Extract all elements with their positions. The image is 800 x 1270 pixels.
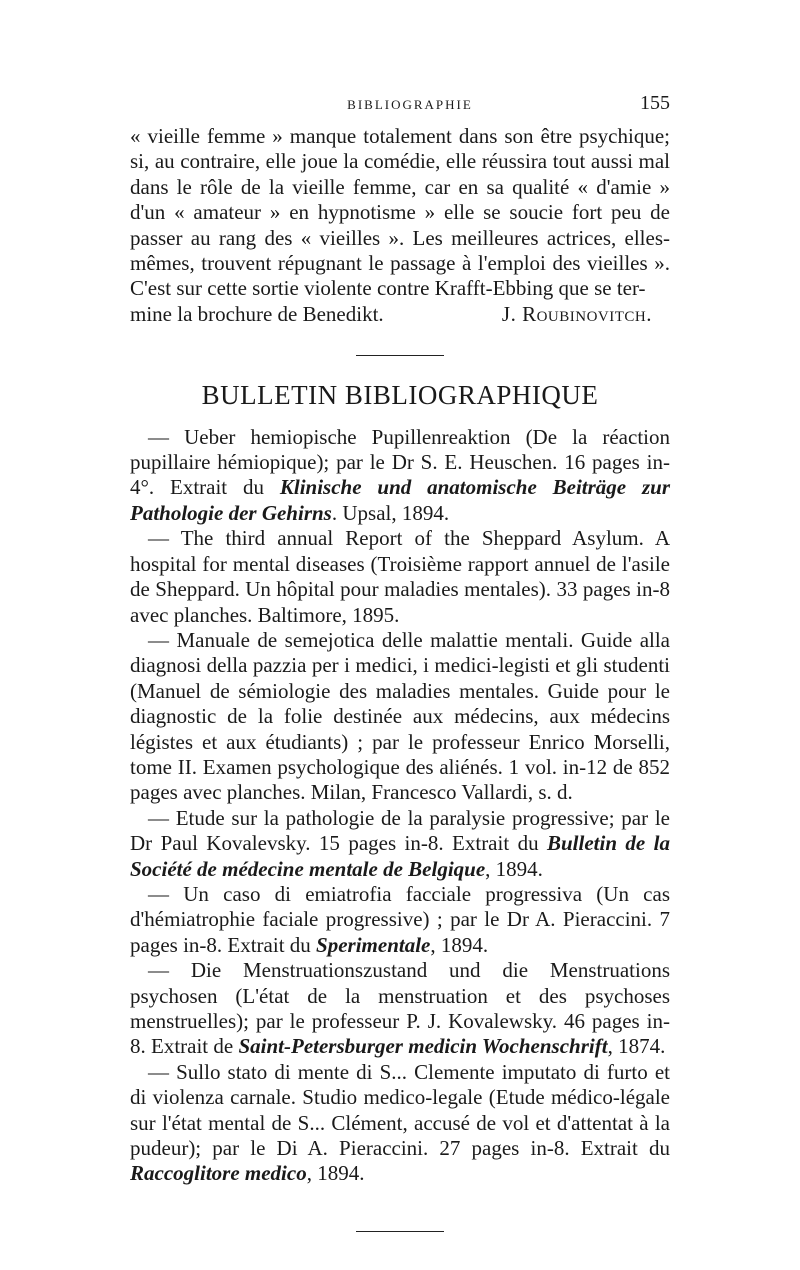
review-signature-line xyxy=(130,302,670,327)
bibliography-entry xyxy=(130,806,670,882)
entry-journal-title: Klinische und anatomische Beiträge zur Pathologie der Gehirns xyxy=(130,475,671,525)
entry-journal-title: Raccoglitore medico xyxy=(130,1161,307,1186)
running-head: BIBLIOGRAPHIE xyxy=(347,97,473,112)
bibliography-entry xyxy=(130,882,670,958)
entry-text-end: , 1894. xyxy=(306,1161,365,1186)
bibliography-entry xyxy=(130,526,670,628)
entry-text: — Manuale de semejotica delle malattie mentali. Guide alla diagnosi della pazzia per i medici, i medici-legisti et gli studenti (Manuel de sémiologie des maladies mentales. Guide pour le diagnostic de la folie destinée aux médecins, aux médecins légistes et aux étudiants) ; par le professeur Enrico Morselli, tome II. Examen psychologique des aliénés. 1 vol. in-12 de 852 pages avec planches. Milan, Francesco Vallardi, s. d. xyxy=(130,627,670,805)
entry-text: — Ueber hemiopische Pupillenreaktion (De la réaction pupillaire hémiopique); par le Dr S. E. Heuschen. 16 pages in-4°. Extrait du xyxy=(130,424,670,500)
entry-journal-title: Sperimentale xyxy=(316,932,431,957)
entry-text: — Die Menstruationszustand und die Menstruations psychosen (L'état de la menstruation et des psychoses menstruelles); par le professeur P. J. Kovalewsky. 46 pages in-8. Extrait de xyxy=(130,958,670,1059)
section-title: BULLETIN BIBLIOGRAPHIQUE xyxy=(201,380,599,411)
entry-text: — Etude sur la pathologie de la paralysie progressive; par le Dr Paul Kovalevsky. 15 pages in-8. Extrait du xyxy=(130,805,670,856)
entry-text: — Un caso di emiatrofia facciale progressiva (Un cas d'hémiatrophie faciale progressive) ; par le Dr A. Pieraccini. 7 pages in-8. Extrait du xyxy=(130,881,670,957)
section-divider xyxy=(356,355,444,356)
end-divider xyxy=(356,1231,444,1232)
entry-text-end: . Upsal, 1894. xyxy=(331,500,450,525)
bibliography-entry xyxy=(130,628,670,806)
review-author: J. Roubinovitch. xyxy=(501,301,652,326)
page-header xyxy=(130,92,670,115)
entry-text-end: , 1874. xyxy=(607,1034,666,1059)
entry-journal-title: Saint-Petersburger medicin Wochenschrift xyxy=(238,1034,608,1059)
review-last-line: mine la brochure de Benedikt. xyxy=(130,301,384,326)
entry-text-end: , 1894. xyxy=(430,932,489,957)
page-number: 155 xyxy=(640,92,670,114)
page-body xyxy=(130,124,670,1232)
entry-journal-title: Bulletin de la Société de médecine mentale de Belgique xyxy=(130,831,670,881)
bibliography-entry xyxy=(130,958,670,1060)
entry-text: — Sullo stato di mente di S... Clemente imputato di furto et di violenza carnale. Studio medico-legale (Etude médico-légale sur l'état mental de S... Clément, accusé de vol et d'attentat à la pudeur); par le Di A. Pieraccini. 27 pages in-8. Extrait du xyxy=(130,1059,670,1161)
review-paragraph: « vieille femme » manque totalement dans son être psychique; si, au contraire, elle joue la comédie, elle réussira tout aussi mal dans le rôle de la vieille femme, car en sa qualité « d'amie » d'un « amateur » en hypnotisme » elle se soucie fort peu de passer au rang des « vieilles ». Les meilleures actrices, elles-mêmes, trouvent répugnant le passage à l'emploi des vieilles ». C'est sur cette sortie violente contre Krafft-Ebbing que se ter- xyxy=(130,124,670,301)
bibliography-entry xyxy=(130,1060,670,1187)
entry-text-end: , 1894. xyxy=(485,856,543,881)
entry-text: — The third annual Report of the Sheppard Asylum. A hospital for mental diseases (Troisième rapport annuel de l'asile de Sheppard. Un hôpital pour maladies mentales). 33 pages in-8 avec planches. Baltimore, 1895. xyxy=(130,526,670,627)
bibliography-entry xyxy=(130,425,670,527)
